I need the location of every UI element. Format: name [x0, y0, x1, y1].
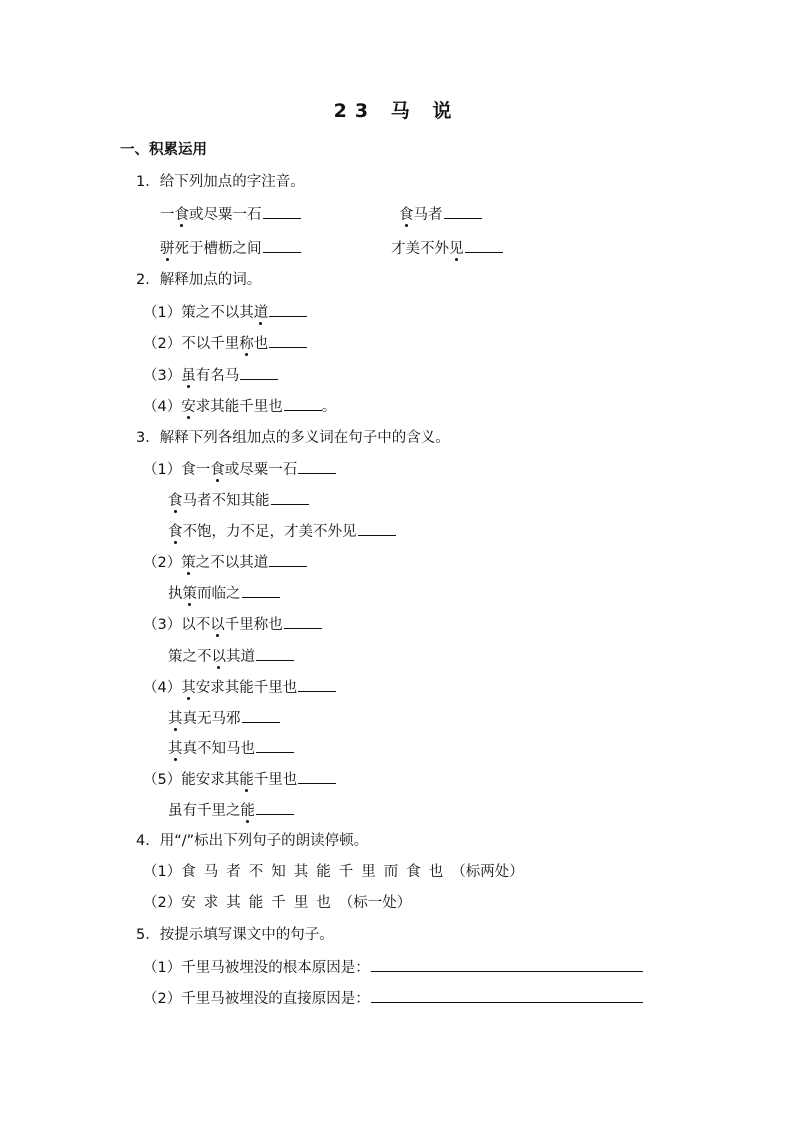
text-segment: 真不知马也	[182, 741, 255, 757]
answer-blank[interactable]	[256, 738, 294, 753]
q3-item-5	[168, 583, 280, 604]
dotted-char: 策	[181, 555, 196, 571]
answer-blank[interactable]	[242, 708, 280, 723]
text-segment: （2）	[143, 336, 182, 352]
q2-item-3	[143, 365, 278, 386]
answer-blank[interactable]	[269, 302, 307, 317]
dotted-char: 虽	[181, 368, 196, 384]
text-segment: 也	[253, 336, 269, 352]
text-segment: 策之不	[168, 649, 212, 665]
text-segment: （4）	[143, 399, 182, 415]
answer-blank[interactable]	[298, 459, 336, 474]
q1-item-2	[399, 204, 482, 225]
q3-item-3	[168, 521, 396, 542]
answer-blank[interactable]	[256, 646, 294, 661]
text-segment: 不以千里	[181, 336, 240, 352]
answer-blank[interactable]	[358, 521, 396, 536]
text-segment: 求其能千里也	[195, 399, 283, 415]
text-segment: （1）千里马被埋没的根本原因是：	[143, 960, 370, 976]
text-segment: 马者不知其能	[182, 493, 270, 509]
answer-blank[interactable]	[256, 800, 294, 815]
dotted-char: 食	[168, 524, 183, 540]
dotted-char: 以	[210, 617, 225, 633]
question-5-heading: 5．按提示填写课文中的句子。	[136, 927, 334, 943]
text-segment: 之不以其道	[195, 555, 269, 571]
text-segment: 策之不以其	[181, 305, 254, 321]
q3-item-12	[168, 800, 294, 821]
answer-blank[interactable]	[269, 552, 307, 567]
text-segment: 死于槽枥之间	[174, 241, 262, 257]
answer-blank[interactable]	[284, 396, 322, 411]
dotted-char: 能	[240, 803, 255, 819]
text-segment: （1）	[143, 305, 182, 321]
text-segment: （1）	[143, 462, 182, 478]
text-segment: 能安求其	[181, 772, 240, 788]
answer-blank[interactable]	[371, 957, 643, 972]
text-segment: 或尽粟一石	[189, 207, 262, 223]
text-segment: 真无马邪	[182, 711, 241, 727]
text-segment: 有名马	[195, 368, 240, 384]
text-segment: 马者	[413, 207, 443, 223]
question-3-heading: 3．解释下列各组加点的多义词在句子中的含义。	[136, 430, 450, 446]
question-4-heading: 4．用“/”标出下列句子的朗读停顿。	[136, 833, 369, 849]
text-segment: （5）	[143, 772, 182, 788]
answer-blank[interactable]	[298, 677, 336, 692]
text-segment: 千里也	[253, 772, 298, 788]
text-segment: 虽有千里之	[168, 803, 241, 819]
text-segment: （3）	[143, 617, 182, 633]
q5-item-1	[143, 957, 643, 978]
q1-item-4	[391, 238, 503, 259]
text-segment: （标两处）	[451, 864, 524, 880]
answer-blank[interactable]	[371, 988, 643, 1003]
q3-item-7	[168, 646, 294, 667]
answer-blank[interactable]	[240, 365, 278, 380]
question-2-heading: 2．解释加点的词。	[136, 272, 262, 288]
q3-item-1	[143, 459, 336, 480]
dotted-char: 策	[182, 586, 197, 602]
question-1-heading: 1．给下列加点的字注音。	[136, 174, 305, 190]
q3-item-8	[143, 677, 336, 698]
dotted-char: 食	[174, 207, 189, 223]
dotted-char: 见	[449, 241, 464, 257]
page-title: 23 马 说	[333, 100, 460, 122]
text-segment: 。	[321, 399, 337, 415]
text-segment: 才美不外	[391, 241, 449, 257]
q3-item-11	[143, 769, 336, 790]
text-segment: 千里称也	[224, 617, 283, 633]
text-segment: （2）	[143, 895, 182, 911]
text-segment: （1）	[143, 864, 182, 880]
text-segment: 执	[168, 586, 183, 602]
q1-item-1	[160, 204, 301, 225]
text-segment: （2）千里马被埋没的直接原因是：	[143, 991, 370, 1007]
text-segment: （2）	[143, 555, 182, 571]
dotted-char: 安	[181, 399, 196, 415]
dotted-char: 骈	[160, 241, 175, 257]
text-segment: 食一	[181, 462, 211, 478]
dotted-char: 食	[210, 462, 225, 478]
q2-item-2	[143, 333, 307, 354]
dotted-char: 其	[168, 741, 183, 757]
sentence-text[interactable]: 安求其能千里也	[181, 895, 339, 911]
answer-blank[interactable]	[263, 204, 301, 219]
text-segment: （3）	[143, 368, 182, 384]
dotted-char: 道	[253, 305, 269, 321]
dotted-char: 能	[239, 772, 254, 788]
q3-item-2	[168, 490, 309, 511]
dotted-char: 其	[168, 711, 183, 727]
q2-item-4	[143, 396, 336, 417]
text-segment: 或尽粟一石	[224, 462, 298, 478]
dotted-char: 食	[168, 493, 183, 509]
section-heading: 一、积累运用	[120, 142, 207, 158]
answer-blank[interactable]	[242, 583, 280, 598]
text-segment: 以不	[181, 617, 211, 633]
answer-blank[interactable]	[269, 333, 307, 348]
sentence-text[interactable]: 食马者不知其能千里而食也	[181, 864, 452, 880]
answer-blank[interactable]	[298, 769, 336, 784]
text-segment: （标一处）	[338, 895, 412, 911]
dotted-char: 食	[399, 207, 414, 223]
text-segment: 一	[160, 207, 175, 223]
q3-item-6	[143, 614, 322, 635]
dotted-char: 以	[211, 649, 226, 665]
q3-item-9	[168, 708, 280, 729]
q4-item-1	[143, 862, 524, 882]
answer-blank[interactable]	[284, 614, 322, 629]
dotted-char: 称	[239, 336, 254, 352]
text-segment: （4）	[143, 680, 182, 696]
text-segment: 而临之	[197, 586, 241, 602]
q3-item-10	[168, 738, 294, 759]
text-segment: 其道	[226, 649, 255, 665]
text-segment: 不饱，力不足，才美不外见	[182, 524, 357, 540]
answer-blank[interactable]	[465, 238, 503, 253]
q4-item-2	[143, 893, 411, 913]
answer-blank[interactable]	[263, 238, 301, 253]
dotted-char: 其	[181, 680, 196, 696]
q5-item-2	[143, 988, 643, 1009]
q3-item-4	[143, 552, 307, 573]
text-segment: 安求其能千里也	[195, 680, 298, 696]
q2-item-1	[143, 302, 307, 323]
answer-blank[interactable]	[444, 204, 482, 219]
answer-blank[interactable]	[271, 490, 309, 505]
q1-item-3	[160, 238, 301, 259]
